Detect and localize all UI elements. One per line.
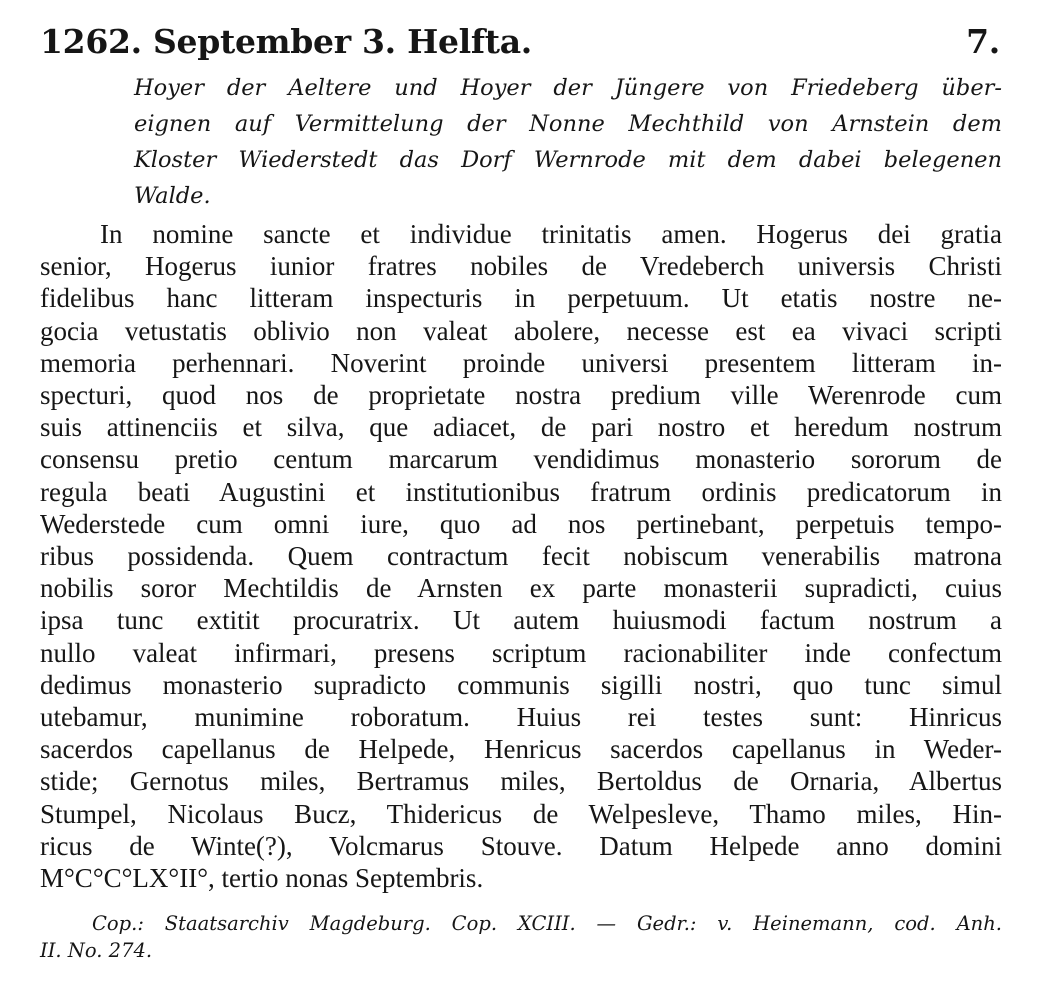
regest-line: Kloster Wiederstedt das Dorf Wernrode mit dem dabei belegenen [134,147,1002,173]
charter-text-line: consensu pretio centum marcarum vendidimus monasterio sororum de [40,444,1002,475]
document-heading [40,20,1002,64]
charter-text-line: In nomine sancte et individue trinitatis amen. Hogerus dei gratia [100,219,1002,249]
charter-text-line: sacerdos capellanus de Helpede, Henricus sacerdos capellanus in Weder- [40,734,1002,765]
charter-text-line: Wederstede cum omni iure, quo ad nos pertinebant, perpetuis tempo- [40,508,1002,539]
charter-text-line: nullo valeat infirmari, presens scriptum racionabiliter inde confectum [40,637,1002,668]
charter-number: 7. [966,22,1000,61]
regest-summary [134,70,1002,214]
regest-line: eignen auf Vermittelung der Nonne Mechthild von Arnstein dem [134,111,1002,137]
charter-text-line: utebamur, munimine roboratum. Huius rei testes sunt: Hinricus [40,702,1002,733]
charter-text-line: suis attinenciis et silva, que adiacet, de pari nostro et heredum nostrum [40,412,1002,443]
charter-text-line: ricus de Winte(?), Volcmarus Stouve. Datum Helpede anno domini [40,830,1002,861]
charter-text-line: fidelibus hanc litteram inspecturis in perpetuum. Ut etatis nostre ne- [40,283,1002,314]
charter-text-line: M°C°C°LX°II°, tertio nonas Septembris. [40,863,484,894]
charter-text-line: senior, Hogerus iunior fratres nobiles de Vredeberch universis Christi [40,251,1002,282]
source-note-line: Cop.: Staatsarchiv Magdeburg. Cop. XCIII. — Gedr.: v. Heinemann, cod. Anh. [92,912,1002,936]
charter-text-line: nobilis soror Mechtildis de Arnsten ex parte monasterii supradicti, cuius [40,573,1002,604]
charter-text-line: memoria perhennari. Noverint proinde universi presentem litteram in- [40,347,1002,378]
charter-text [40,218,1002,894]
regest-line: Hoyer der Aeltere und Hoyer der Jüngere von Friedeberg über- [134,75,1002,101]
charter-text-line: ipsa tunc extitit procuratrix. Ut autem huiusmodi factum nostrum a [40,605,1002,636]
source-note-line: II. No. 274. [40,939,153,963]
source-note [40,910,1002,964]
regest-line: Walde. [134,183,211,209]
charter-text-line: specturi, quod nos de proprietate nostra predium ville Werenrode cum [40,380,1002,411]
charter-text-line: stide; Gernotus miles, Bertramus miles, Bertoldus de Ornaria, Albertus [40,766,1002,797]
charter-text-line: ribus possidenda. Quem contractum fecit nobiscum venerabilis matrona [40,541,1002,572]
charter-text-line: gocia vetustatis oblivio non valeat abolere, necesse est ea vivaci scripti [40,315,1002,346]
charter-text-line: regula beati Augustini et institutionibus fratrum ordinis predicatorum in [40,476,1002,507]
charter-date-place: 1262. September 3. Helfta. [40,22,532,61]
charter-text-line: Stumpel, Nicolaus Bucz, Thidericus de Welpesleve, Thamo miles, Hin- [40,798,1002,829]
document-page [40,20,1002,964]
charter-text-line: dedimus monasterio supradicto communis sigilli nostri, quo tunc simul [40,669,1002,700]
